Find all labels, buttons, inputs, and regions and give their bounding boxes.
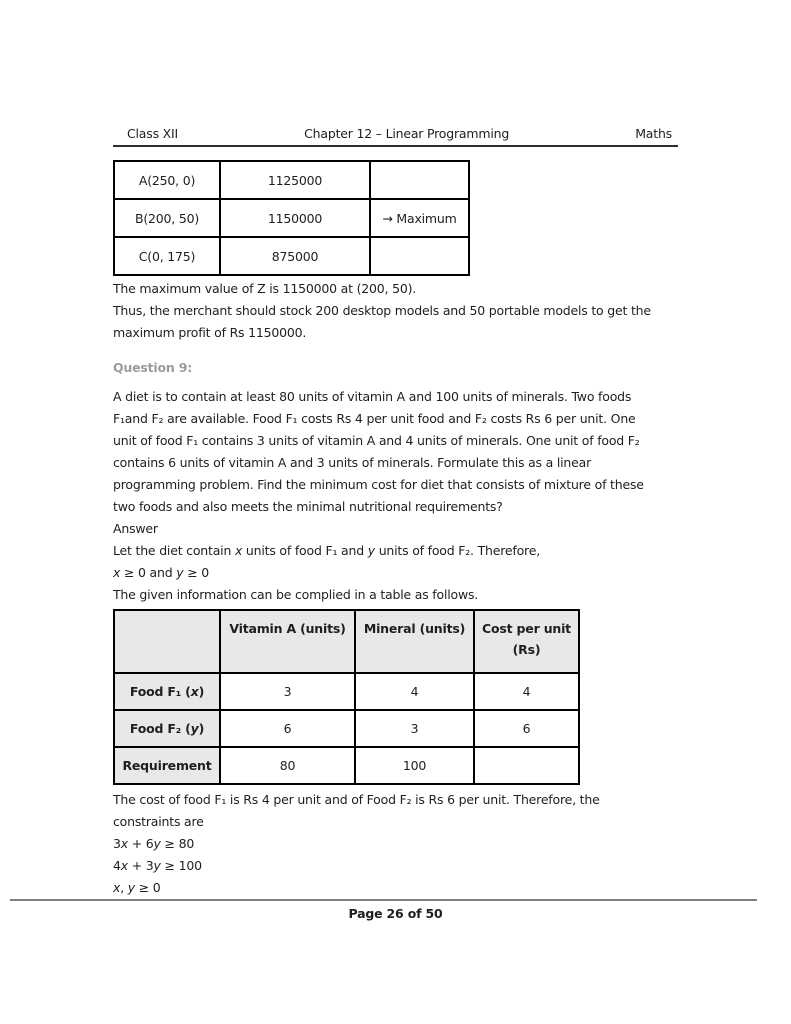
vitamin-a-cell: 3: [220, 673, 355, 710]
mineral-cell: 100: [355, 747, 474, 784]
question8-conclusion: [113, 278, 678, 344]
z-value-cell: 875000: [220, 237, 370, 275]
nonnegativity-line: x ≥ 0 and y ≥ 0: [113, 565, 210, 580]
question-line: two foods and also meets the minimal nutritional requirements?: [113, 499, 503, 514]
constraints-intro-line: constraints are: [113, 814, 204, 829]
question-line: A diet is to contain at least 80 units of vitamin A and 100 units of minerals. Two foods: [113, 389, 632, 404]
corner-point-cell: B(200, 50): [114, 199, 220, 237]
answer-label: Answer: [113, 521, 158, 536]
cost-header-line1: Cost per unit: [482, 621, 571, 636]
z-value-cell: 1150000: [220, 199, 370, 237]
constraints-section: [113, 789, 678, 899]
conclusion-line: Thus, the merchant should stock 200 desktop models and 50 portable models to get the: [113, 303, 651, 318]
food-f2-row: [114, 710, 579, 747]
cost-header-cell: [474, 610, 579, 673]
page-header: [113, 126, 678, 147]
vitamin-a-cell: 80: [220, 747, 355, 784]
cost-summary-line: The cost of food F₁ is Rs 4 per unit and of Food F₂ is Rs 6 per unit. Therefore, the: [113, 792, 600, 807]
constraint-equation: 3x + 6y ≥ 80: [113, 836, 195, 851]
corner-point-row-a: [114, 161, 469, 199]
constraint-equation: 4x + 3y ≥ 100: [113, 858, 202, 873]
table-intro-line: The given information can be complied in a table as follows.: [113, 587, 479, 602]
mineral-cell: 3: [355, 710, 474, 747]
note-cell: [370, 237, 469, 275]
question9-heading: Question 9:: [113, 360, 193, 375]
cost-cell: [474, 747, 579, 784]
food-f1-row: [114, 673, 579, 710]
conclusion-line: maximum profit of Rs 1150000.: [113, 325, 307, 340]
corner-points-table: [113, 160, 470, 276]
mineral-cell: 4: [355, 673, 474, 710]
z-value-cell: 1125000: [220, 161, 370, 199]
corner-point-row-c: [114, 237, 469, 275]
cost-cell: 4: [474, 673, 579, 710]
vitamin-a-cell: 6: [220, 710, 355, 747]
cost-cell: 6: [474, 710, 579, 747]
max-value-line: The maximum value of Z is 1150000 at (200, 50).: [113, 281, 417, 296]
maximum-note-cell: → Maximum: [370, 199, 469, 237]
cost-header-line2: (Rs): [512, 642, 541, 657]
corner-point-row-b: [114, 199, 469, 237]
question9-statement: [113, 386, 678, 606]
header-class-label: Class XII: [127, 126, 178, 141]
question-line: contains 6 units of vitamin A and 3 units of minerals. Formulate this as a linear: [113, 455, 592, 470]
diet-table: [113, 609, 580, 785]
requirement-row: [114, 747, 579, 784]
note-cell: [370, 161, 469, 199]
header-subject-label: Maths: [635, 126, 672, 141]
page-number: Page 26 of 50: [348, 906, 443, 921]
footer-divider: [10, 899, 757, 901]
question-line: F₁and F₂ are available. Food F₁ costs Rs 4 per unit food and F₂ costs Rs 6 per unit. One: [113, 411, 636, 426]
let-diet-line: Let the diet contain x units of food F₁ and y units of food F₂. Therefore,: [113, 543, 540, 558]
vitamin-a-header-cell: Vitamin A (units): [220, 610, 355, 673]
question-line: programming problem. Find the minimum cost for diet that consists of mixture of these: [113, 477, 644, 492]
row-label-cell: Food F₂ (y): [114, 710, 220, 747]
row-label-cell: Requirement: [114, 747, 220, 784]
diet-table-header-row: [114, 610, 579, 673]
row-label-cell: Food F₁ (x): [114, 673, 220, 710]
empty-header-cell: [114, 610, 220, 673]
mineral-header-cell: Mineral (units): [355, 610, 474, 673]
constraint-equation: x, y ≥ 0: [113, 880, 161, 895]
question-line: unit of food F₁ contains 3 units of vitamin A and 4 units of minerals. One unit of food F₂: [113, 433, 640, 448]
header-chapter-title: Chapter 12 – Linear Programming: [304, 126, 510, 141]
corner-point-cell: A(250, 0): [114, 161, 220, 199]
corner-point-cell: C(0, 175): [114, 237, 220, 275]
